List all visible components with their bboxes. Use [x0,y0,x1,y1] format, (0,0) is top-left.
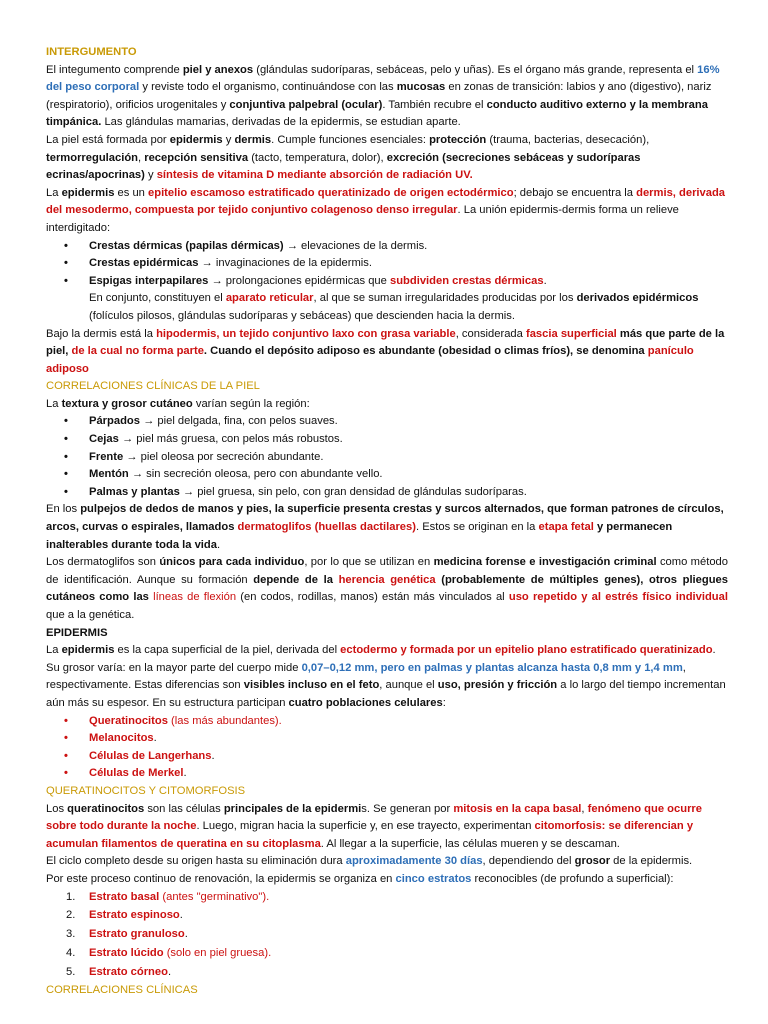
text-run: y [222,133,235,146]
text-run: . [153,732,157,745]
text-run: (tacto, temperatura, dolor), [248,151,387,164]
text-run: ; debajo se encuentra la [513,186,637,199]
text-run: → prolongaciones epidérmicas que [208,274,390,287]
text-run: de la cual no forma parte [71,345,204,358]
text-run: Mentón [89,468,129,481]
text-run: . [167,965,172,978]
section-heading-epidermis: EPIDERMIS [46,626,108,639]
text-run: es la capa superficial de la piel, derivada del [114,644,341,657]
paragraph-piel-funciones [46,132,728,185]
text-run: citomorfosis: se diferencian y acumulan filamentos de queratina en su citoplasma [46,820,694,850]
text-run: hipodermis, un tejido conjuntivo laxo con grasa variable [156,327,456,340]
text-run: visibles incluso en el feto [243,679,380,692]
text-run: dermatoglifos (huellas dactilares) [237,521,416,534]
text-run: ectodermo y formada por un epitelio plano estratificado queratinizado [340,644,713,657]
text-run: s. Se generan por [361,802,454,815]
text-run: : [442,696,446,709]
text-run: como método de identificación. Aunque su formación [46,556,728,586]
text-run: , dependiendo del [482,855,575,868]
text-run: depende de la [253,573,339,586]
text-run: epitelio escamoso estratificado queratinizado de origen ectodérmico [148,186,514,199]
text-run: medicina forense e investigación criminal [433,556,657,569]
text-run: → piel delgada, fina, con pelos suaves. [139,415,338,428]
text-run: Bajo la dermis está la [46,327,157,340]
text-run: principales de la epidermi [223,802,362,815]
list-item [46,889,728,907]
text-run: Por este proceso continuo de renovación, la epidermis se organiza en [46,872,396,885]
text-run: dermis, derivada del mesodermo, compuesta por tejido conjuntivo colagenoso denso irregular [46,186,726,217]
text-run: En conjunto, constituyen el [89,292,226,305]
text-run: (antes "germinativo"). [159,890,270,903]
relief-list [46,238,728,291]
text-run: La piel está formada por [46,133,170,146]
text-run: aproximadamente 30 días [345,855,483,868]
text-run: (solo en piel gruesa). [163,946,272,959]
text-run: La [46,186,62,199]
text-run: mucosas [396,81,446,94]
text-run: varían según la región: [192,397,310,410]
text-run: (las más abundantes). [167,714,282,727]
text-run: dermis [234,133,272,146]
list-item [46,238,728,256]
list-item [46,273,728,291]
text-run: cinco estratos [395,872,472,885]
text-run: en zonas de transición: labios y ano (digestivo), nariz (respiratorio), orificios urogenitales y [46,81,712,111]
text-run: Frente [89,450,124,463]
text-run: . La unión epidermis-dermis forma un relieve interdigitado: [46,204,679,234]
paragraph-integumento [46,62,728,132]
text-run: . Cuando el depósito adiposo es abundante (obesidad o climas fríos), se denomina [203,345,648,358]
text-run: El integumento comprende [46,63,183,76]
text-run: Queratinocitos [89,714,168,727]
text-run: Su grosor varía: en la mayor parte del cuerpo mide [46,661,302,674]
text-run: , por lo que se utilizan en [304,556,434,569]
text-run: a lo largo del tiempo incrementan aún más su espesor. En su estructura participan [46,679,726,709]
text-run: queratinocitos [67,802,145,815]
text-run: . Estos se originan en la [415,521,539,534]
text-run: termorregulación [46,151,139,164]
text-run: . Luego, migran hacia la superficie y, en ese trayecto, experimentan [196,820,535,833]
text-run: líneas de flexión [153,591,237,604]
text-run: . [184,928,188,941]
text-run: 0,07–0,12 mm, pero en palmas y plantas alcanza hasta 0,8 mm y 1,4 mm [301,661,683,674]
text-run: herencia genética [338,573,436,586]
text-run: fascia superficial [525,327,617,340]
list-item [46,255,728,273]
text-run: uso, presión y fricción [437,679,558,692]
text-run: que a la genética. [46,609,135,621]
text-run: excreción (secreciones sebáceas y sudoríparas ecrinas/apocrinas) [46,151,641,182]
text-run: de la epidermis. [610,855,693,868]
paragraph-epidermis-def [46,642,728,660]
text-run: subdividen crestas dérmicas [389,274,544,287]
text-run: mitosis en la capa basal [453,802,582,815]
text-run: (trauma, bacterias, desecación), [486,133,650,146]
region-list [46,413,728,501]
paragraph-dermatoglifos [46,501,728,554]
list-item [46,713,728,731]
list-item [46,765,728,783]
section-heading-queratinocitos: QUERATINOCITOS Y CITOMORFOSIS [46,784,246,797]
list-item [46,466,728,484]
text-run: → invaginaciones de la epidermis. [198,257,372,270]
text-run: Estrato córneo [89,965,168,978]
text-run: . Cumple funciones esenciales: [271,133,430,146]
list-number: 3. [66,928,76,941]
text-run: protección [429,133,487,146]
text-run: Estrato lúcido [89,946,164,959]
paragraph-epidermis-grosor [46,660,728,713]
text-run: epidermis [61,644,115,657]
text-run: . También recubre el [382,98,487,111]
text-run: . [211,749,215,762]
text-run: Estrato espinoso [89,909,180,922]
text-run: . Al llegar a la superficie, las células mueren y se descaman. [320,837,620,850]
paragraph-epidermis-dermis [46,185,728,238]
text-run: , considerada [455,327,526,340]
text-run: epidermis [61,186,115,199]
text-run: y permanecen inalterables durante toda la vida [46,521,673,551]
text-run: Palmas y plantas [89,485,180,498]
text-run: Espigas interpapilares [89,274,209,287]
list-item [46,945,728,963]
list-item [46,449,728,467]
text-run: pulpejos de dedos de manos y pies, la superficie presenta crestas y surcos alternados, que forman patrones de círculos, arcos, curvas o espirales, llamados [46,503,724,534]
strata-list [46,889,728,982]
paragraph-queratinocitos [46,801,728,854]
text-run: → piel gruesa, sin pelo, con gran densidad de glándulas sudoríparas. [179,485,527,498]
text-run: , [138,151,145,164]
text-run: Células de Merkel [89,767,184,780]
text-run: panículo adiposo [46,345,694,375]
text-run: (glándulas sudoríparas, sebáceas, pelo y uñas). Es el órgano más grande, representa el [253,63,698,76]
text-run: únicos para cada individuo [159,556,305,569]
text-run: es un [114,186,149,199]
cell-population-list [46,713,728,783]
text-run: conjuntiva palpebral (ocular) [229,98,383,111]
paragraph-dermatoglifos-forense [46,554,728,624]
text-run: Crestas epidérmicas [89,257,199,270]
list-item [46,926,728,944]
list-number: 1. [66,890,76,903]
text-run: → piel oleosa por secreción abundante. [123,450,324,463]
text-run: derivados epidérmicos [576,292,699,305]
section-heading-correlaciones-piel: CORRELACIONES CLÍNICAS DE LA PIEL [46,380,260,393]
text-run: Crestas dérmicas (papilas dérmicas) [89,239,284,252]
list-item [46,748,728,766]
text-run: (probablemente de múltiples genes), otros pliegues cutáneos como las [46,573,728,604]
text-run: Melanocitos [89,732,154,745]
text-run: recepción sensitiva [144,151,249,164]
text-run: epidermis [169,133,223,146]
text-run: Las glándulas mamarias, derivadas de la epidermis, se estudian aparte. [101,116,461,129]
text-run: → sin secreción oleosa, pero con abundante vello. [128,468,383,481]
text-run: , [581,802,588,815]
paragraph-estratos [46,871,728,889]
paragraph-hipodermis [46,326,728,379]
section-heading-integumento: INTERGUMENTO [46,46,137,58]
text-run: son las células [144,802,224,815]
text-run: y [144,169,157,182]
list-item [46,484,728,502]
text-run: Estrato granuloso [89,928,185,941]
text-run: más que parte de la piel, [46,327,725,358]
text-run: Estrato basal [89,890,160,903]
text-run: → piel más gruesa, con pelos más robustos. [118,433,343,446]
paragraph-textura-grosor [46,396,728,414]
text-run: . [183,767,187,780]
list-item [46,907,728,925]
text-run: → elevaciones de la dermis. [283,239,428,252]
text-run: grosor [574,855,611,868]
text-run: Cejas [89,433,119,446]
text-run: , al que se suman irregularidades producidas por los [313,292,577,305]
text-run: , aunque el [379,679,438,692]
text-run: En los [46,503,81,516]
text-run: Los dermatoglifos son [46,556,160,569]
text-run: . [543,274,547,287]
list-item [46,413,728,431]
list-number: 2. [66,909,76,922]
text-run: . [179,909,183,922]
text-run: El ciclo completo desde su origen hasta su eliminación dura [46,855,346,868]
list-item [46,431,728,449]
text-run: (en codos, rodillas, manos) están más vinculados al [236,591,509,604]
text-run: cuatro poblaciones celulares [288,696,443,709]
list-item [46,964,728,982]
text-run: y reviste todo el organismo, continuándose con las [139,81,397,94]
paragraph-ciclo [46,853,728,871]
text-run: , respectivamente. Estas diferencias son [46,661,686,692]
paragraph-aparato-reticular [46,290,728,325]
text-run: reconocibles (de profundo a superficial): [471,872,674,885]
section-heading-correlaciones-clinicas: CORRELACIONES CLÍNICAS [46,984,198,997]
text-run: Párpados [89,415,140,428]
text-run: Los [46,802,68,815]
text-run: textura y grosor cutáneo [61,397,193,410]
text-run: etapa fetal [538,521,594,534]
text-run: . [712,644,716,657]
list-number: 4. [66,946,76,959]
text-run: 16% del peso corporal [46,63,720,94]
text-run: La [46,644,62,657]
text-run: . [216,538,221,551]
text-run: fenómeno que ocurre sobre todo durante la noche [46,802,703,833]
text-run: aparato reticular [225,292,314,305]
text-run: síntesis de vitamina D mediante absorción de radiación UV. [156,169,473,182]
text-run: (folículos pilosos, glándulas sudoríparas y sebáceas) que descienden hacia la dermis. [89,309,515,322]
list-item [46,730,728,748]
text-run: La [46,397,62,410]
text-run: Células de Langerhans [89,749,212,762]
text-run: piel y anexos [182,63,254,76]
list-number: 5. [66,965,76,978]
text-run: uso repetido y al estrés físico individual [508,591,728,604]
text-run: conducto auditivo externo y la membrana timpánica. [46,98,708,129]
